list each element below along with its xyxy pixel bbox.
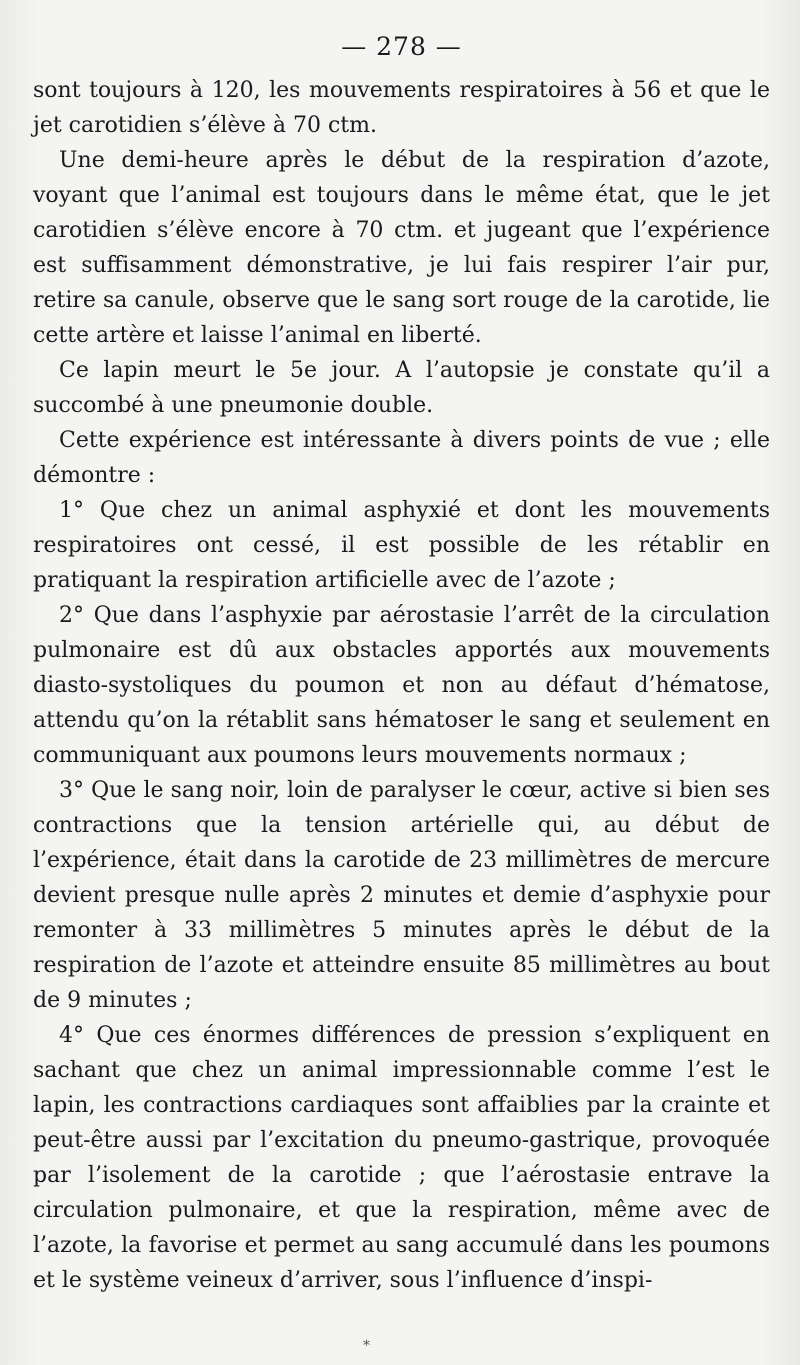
paragraph-8: 4° Que ces énormes différences de pression s’expliquent en sachant que chez un animal impressionnable comme l’est le lapin, les contractions cardiaques sont affaiblies par la crainte et peut-être aussi par l’excitation du pneumo-gastrique, provoquée par l’isolement de la carotide ; que l’aérostasie entrave la circulation pulmonaire, et que la respiration, même avec de l’azote, la favorise et permet au sang accumulé dans les poumons et le système veineux d’arriver, sous l’influence d’inspi- (33, 1023, 770, 1293)
paragraph-1: sont toujours à 120, les mouvements respiratoires à 56 et que le jet carotidien s’élève à 70 ctm. (33, 78, 770, 138)
body-text (33, 73, 770, 1298)
paragraph-3: Ce lapin meurt le 5e jour. A l’autopsie je constate qu’il a succombé à une pneumonie double. (33, 358, 770, 418)
paragraph-7: 3° Que le sang noir, loin de paralyser le cœur, active si bien ses contractions que la tension artérielle qui, au début de l’expérience, était dans la carotide de 23 millimètres de mercure devient presque nulle après 2 minutes et demie d’asphyxie pour remonter à 33 millimètres 5 minutes après le début de la respiration de l’azote et atteindre ensuite 85 millimètres au bout de 9 minutes ; (33, 778, 770, 1013)
footer-asterisk: * (363, 1338, 370, 1354)
paragraph-6: 2° Que dans l’asphyxie par aérostasie l’arrêt de la circulation pulmonaire est dû aux obstacles apportés aux mouvements diasto-systoliques du poumon et non au défaut d’hématose, attendu qu’on la rétablit sans hématoser le sang et seulement en communiquant aux poumons leurs mouvements normaux ; (33, 603, 770, 768)
paragraph-5: 1° Que chez un animal asphyxié et dont les mouvements respiratoires ont cessé, il est possible de les rétablir en pratiquant la respiration artificielle avec de l’azote ; (33, 498, 770, 593)
paragraph-4: Cette expérience est intéressante à divers points de vue ; elle démontre : (33, 428, 770, 488)
page-number-header: — 278 — (341, 32, 462, 61)
paragraph-2: Une demi-heure après le début de la respiration d’azote, voyant que l’animal est toujours dans le même état, que le jet carotidien s’élève encore à 70 ctm. et jugeant que l’expérience est suffisamment démonstrative, je lui fais respirer l’air pur, retire sa canule, observe que le sang sort rouge de la carotide, lie cette artère et laisse l’animal en liberté. (33, 148, 770, 348)
